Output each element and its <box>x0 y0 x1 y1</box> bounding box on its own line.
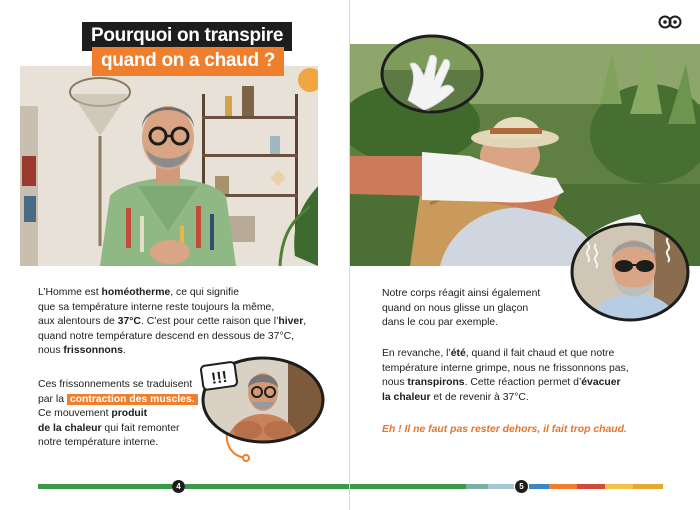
presenter-photo <box>20 66 318 266</box>
footer-bar-right-segment-red <box>577 484 605 489</box>
muscle-man-bubble <box>188 352 328 464</box>
page-title-line2: quand on a chaud ? <box>92 47 284 76</box>
page-number-left: 4 <box>172 480 185 493</box>
glove-bubble <box>370 30 494 120</box>
right-page <box>350 0 700 510</box>
footer-bar-right-segment-yellow <box>605 484 633 489</box>
sunglasses-man-bubble <box>564 218 694 330</box>
paragraph-sweating: En revanche, l’été, quand il fait chaud et que notre température interne grimpe, nous ne frissonnons pas, nous transpirons. Cette réaction permet d’évacuer la chaleur et de revenir à 37°C. <box>382 348 629 403</box>
paragraph-ice-cube: Notre corps réagit ainsi également quand on nous glisse un glaçon dans le cou par exemple. <box>382 288 541 329</box>
footer-bar-left-segment <box>38 484 172 489</box>
presenter-photo-illustration <box>20 66 318 266</box>
page-title-line1: Pourquoi on transpire <box>82 22 292 51</box>
page-number-right: 5 <box>515 480 528 493</box>
callout-too-hot: Eh ! Il ne faut pas rester dehors, il fait trop chaud. <box>382 424 627 435</box>
glasses-logo-icon <box>658 14 682 30</box>
footer-bar-right-segment-teal <box>466 484 488 489</box>
footer-bar-right-segment-green <box>350 484 466 489</box>
footer-bar-right-segment-orange <box>549 484 577 489</box>
exclamation-sticker: !!! <box>210 368 229 388</box>
footer-bar-right-segment-amber <box>633 484 663 489</box>
paragraph-shivering: Ces frissonnements se traduisent par la contraction des muscles. Ce mouvement produit de la chaleur qui fait remonter notre température interne. <box>38 378 218 451</box>
footer-bar-left-segment-2 <box>185 484 350 489</box>
highlight-contraction: contraction des muscles. <box>67 394 198 405</box>
footer-bar-right-segment-lightblue <box>488 484 514 489</box>
paragraph-thermoregulation: L’Homme est homéotherme, ce qui signifie que sa température interne reste toujours la même, aux alentours de 37°C. C’est pour cette raison que l’hiver, quand notre température descend en dessous de 37°C, nous frissonnons. <box>38 287 307 357</box>
footer-bar-right-segment-blue <box>529 484 549 489</box>
